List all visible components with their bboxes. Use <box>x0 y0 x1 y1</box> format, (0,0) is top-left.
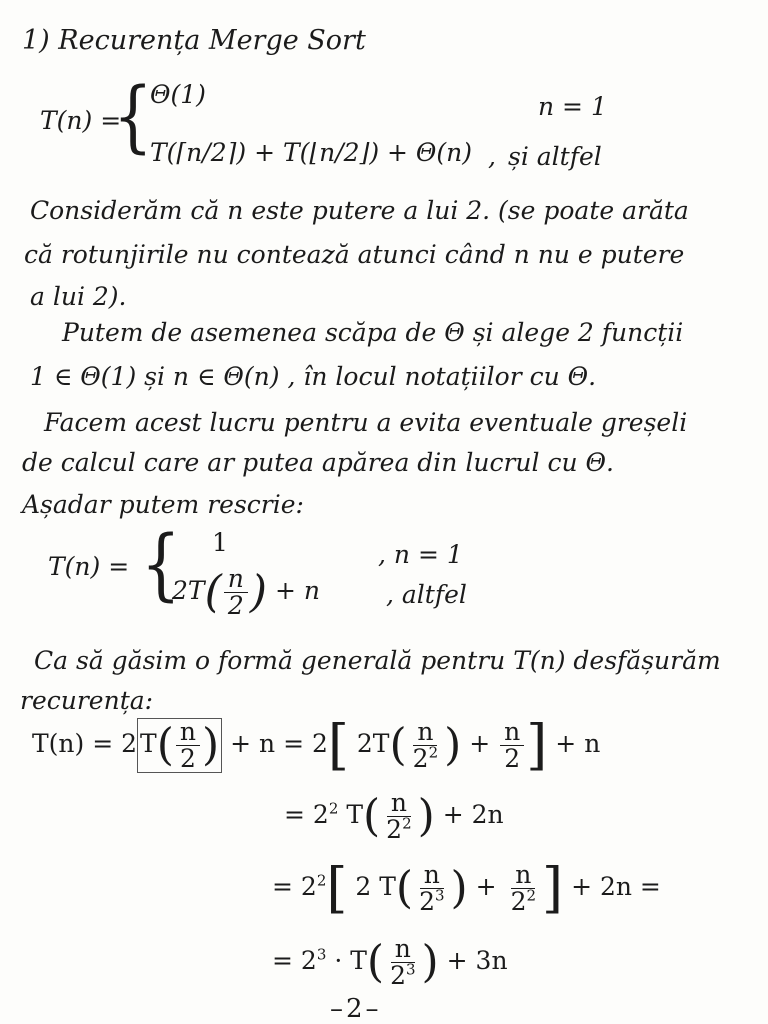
paragraph-line: a lui 2). <box>30 282 127 311</box>
paragraph-line: recurența: <box>20 686 154 715</box>
recurrence-brace: { <box>140 520 181 610</box>
expansion-step-3: = $2^2$[ 2 T( $\frac{n}{2^3}$ ) + $\frac{n}{2^2}$ ] + 2n = <box>272 856 661 920</box>
expansion-step-2: = $2^2$ T( $\frac{n}{2^2}$ ) + 2n <box>284 788 504 844</box>
fraction: $\frac{n}{2}$ <box>500 719 524 772</box>
fraction: $\frac{n}{2}$ <box>176 719 200 772</box>
recurrence-case-general: 2T( $\frac{n}{2}$ ) + n <box>172 564 320 620</box>
paragraph-line: Considerăm că n este putere a lui 2. (se poate arăta <box>30 196 689 225</box>
page-number: –2– <box>330 994 382 1024</box>
paragraph-line: Putem de asemenea scăpa de Θ și alege 2 funcții <box>62 318 684 347</box>
recurrence-case-general-condition: și altfel <box>508 142 602 171</box>
expansion-step-1: T(n) = 2 T( $\frac{n}{2}$ ) + n = 2[ 2T( $\frac{n}{2^2}$ ) + $\frac{n}{2}$ ] + n <box>32 713 601 777</box>
paragraph-line: de calcul care ar putea apărea din lucrul cu Θ. <box>22 448 614 477</box>
fraction: $\frac{n}{2^3}$ <box>419 860 445 916</box>
fraction: $\frac{n}{2^2}$ <box>386 788 412 844</box>
paragraph-line: că rotunjirile nu contează atunci când n nu e putere <box>24 240 685 269</box>
fraction: $\frac{n}{2}$ <box>224 566 248 619</box>
boxed-term: T( $\frac{n}{2}$ ) <box>137 718 222 773</box>
recurrence-case-base: Θ(1) <box>150 80 206 109</box>
page-title: 1) Recurența Merge Sort <box>22 25 366 56</box>
paragraph-line: Facem acest lucru pentru a evita eventuale greșeli <box>44 408 688 437</box>
recurrence-case-base-condition: , n = 1 <box>378 540 463 569</box>
recurrence-tail: + n <box>275 576 320 605</box>
recurrence-coefficient: 2T <box>172 576 205 605</box>
paragraph-line: Așadar putem rescrie: <box>22 490 304 519</box>
recurrence-case-general-condition: , altfel <box>386 580 467 609</box>
recurrence-case-general: T(⌈n/2⌉) + T(⌊n/2⌋) + Θ(n) <box>150 138 473 167</box>
recurrence-case-separator: , <box>488 142 496 171</box>
paragraph-line: 1 ∈ Θ(1) și n ∈ Θ(n) , în locul notațiilor cu Θ. <box>30 362 597 391</box>
recurrence-lhs: T(n) = <box>48 552 130 581</box>
paragraph-line: Ca să găsim o formă generală pentru T(n) desfășurăm <box>34 646 721 675</box>
fraction: $\frac{n}{2^3}$ <box>390 934 416 990</box>
fraction: $\frac{n}{2^2}$ <box>510 860 537 916</box>
recurrence-case-base-condition: n = 1 <box>538 92 607 121</box>
recurrence-brace: { <box>112 72 153 162</box>
expansion-step-4: = $2^3 \cdot T$( $\frac{n}{2^3}$ ) + 3n <box>272 934 508 990</box>
recurrence-lhs: T(n) = <box>40 106 122 135</box>
fraction: $\frac{n}{2^2}$ <box>412 717 439 773</box>
recurrence-case-base: 1 <box>212 528 228 557</box>
